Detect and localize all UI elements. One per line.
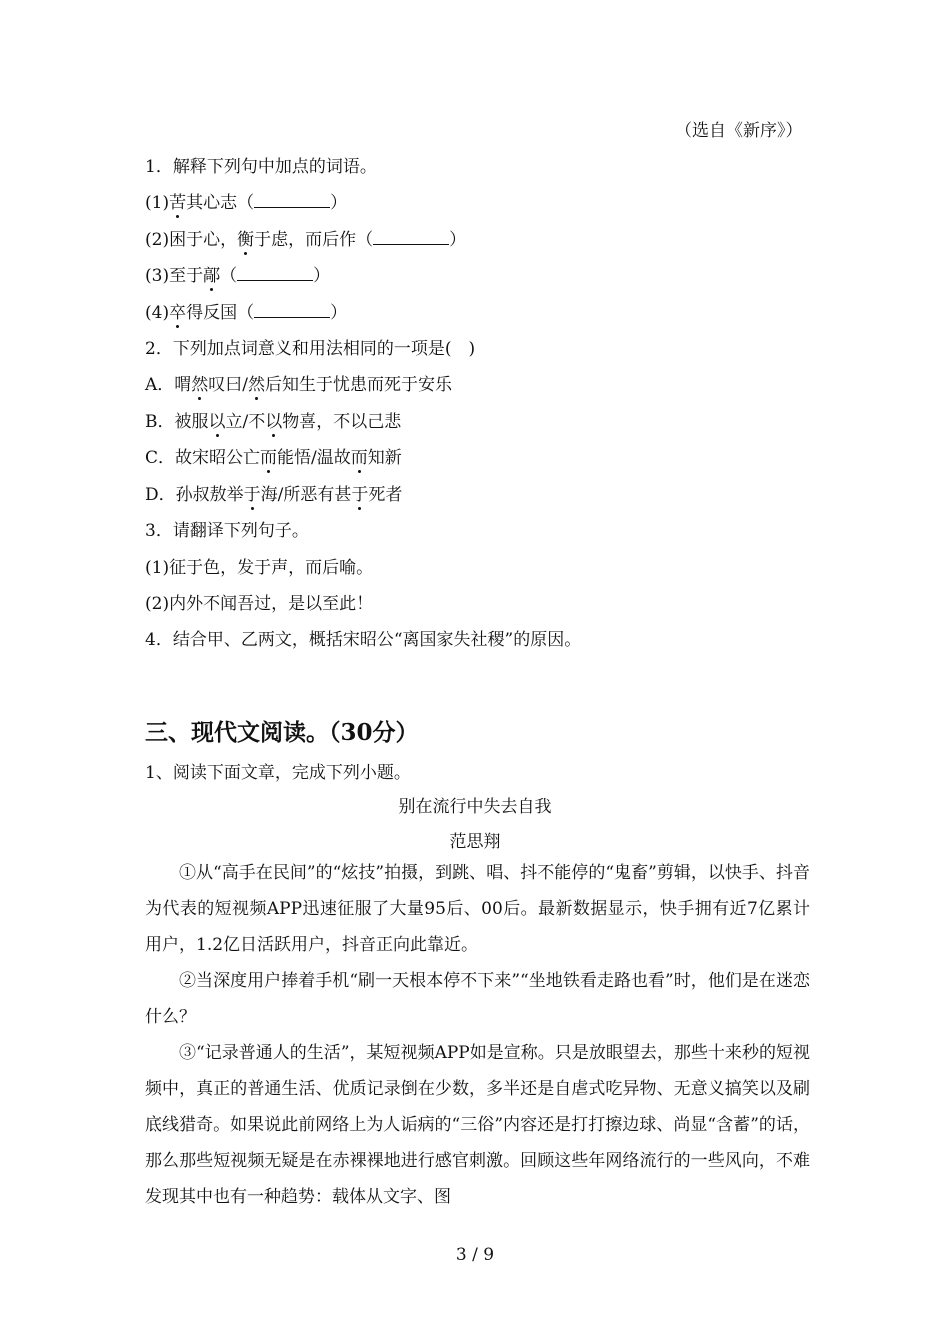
article-paragraph-2: ②当深度用户捧着手机“刷一天根本停不下来”“坐地铁看走路也看”时，他们是在迷恋什么？: [145, 971, 810, 1027]
question-1-item: (4)卒得反国（ ）: [145, 303, 348, 323]
article-title: 别在流行中失去自我: [398, 797, 552, 817]
question-2-option: B．被服以立/不以物喜，不以己悲: [145, 412, 402, 432]
page-number: 3 / 9: [455, 1245, 495, 1265]
question-2-title: 2．下列加点词意义和用法相同的一项是( ): [145, 339, 476, 359]
section-heading: 三、现代文阅读。（30分）: [145, 719, 419, 746]
question-1-title: 1．解释下列句中加点的词语。: [145, 157, 377, 177]
source-citation: （选自《新序》）: [675, 121, 803, 141]
question-2-option: D．孙叔敖举于海/所恶有甚于死者: [145, 485, 403, 505]
question-3-item: (2)内外不闻吾过，是以至此！: [145, 594, 374, 614]
question-2-option: A．喟然叹曰/然后知生于忧患而死于安乐: [145, 375, 453, 395]
dotted-word: 卒: [169, 303, 187, 323]
question-3-item: (1)征于色，发于声，而后喻。: [145, 558, 374, 578]
article-paragraph-3: ③“记录普通人的生活”，某短视频APP如是宣称。只是放眼望去，那些十来秒的短视频中，真正的普通生活、优质记录倒在少数，多半还是自虐式吃异物、无意义搞笑以及刷底线猎奇。如果说此前网络上为人诟病的“三俗”内容还是打打擦边球、尚显“含蓄”的话，那么那些短视频无疑是在赤裸裸地进行感官刺激。回顾这些年网络流行的一些风向，不难发现其中也有一种趋势：载体从文字、图: [145, 1043, 810, 1207]
question-2-option: C．故宋昭公亡而能悟/温故而知新: [145, 448, 402, 468]
section-intro: 1、阅读下面文章，完成下列小题。: [145, 763, 411, 783]
dotted-word: 鄗: [203, 266, 221, 286]
dotted-word: 苦: [169, 193, 187, 213]
answer-blank: [254, 302, 330, 318]
article-author: 范思翔: [449, 832, 501, 852]
dotted-word: 衡: [237, 230, 255, 250]
question-1-item: (2)困于心，衡于虑，而后作（ ）: [145, 230, 467, 250]
answer-blank: [237, 265, 313, 281]
answer-blank: [373, 229, 449, 245]
answer-blank: [254, 192, 330, 208]
article-paragraph-1: ①从“高手在民间”的“炫技”拍摄，到跳、唱、抖不能停的“鬼畜”剪辑，以快手、抖音为代表的短视频APP迅速征服了大量95后、00后。最新数据显示，快手拥有近7亿累计用户，1.2亿日活跃用户，抖音正向此靠近。: [145, 863, 810, 955]
question-3-title: 3．请翻译下列句子。: [145, 521, 309, 541]
question-1-item: (1)苦其心志（ ）: [145, 193, 348, 213]
question-4: 4．结合甲、乙两文，概括宋昭公“离国家失社稷”的原因。: [145, 630, 582, 650]
question-1-item: (3)至于鄗（ ）: [145, 266, 331, 286]
